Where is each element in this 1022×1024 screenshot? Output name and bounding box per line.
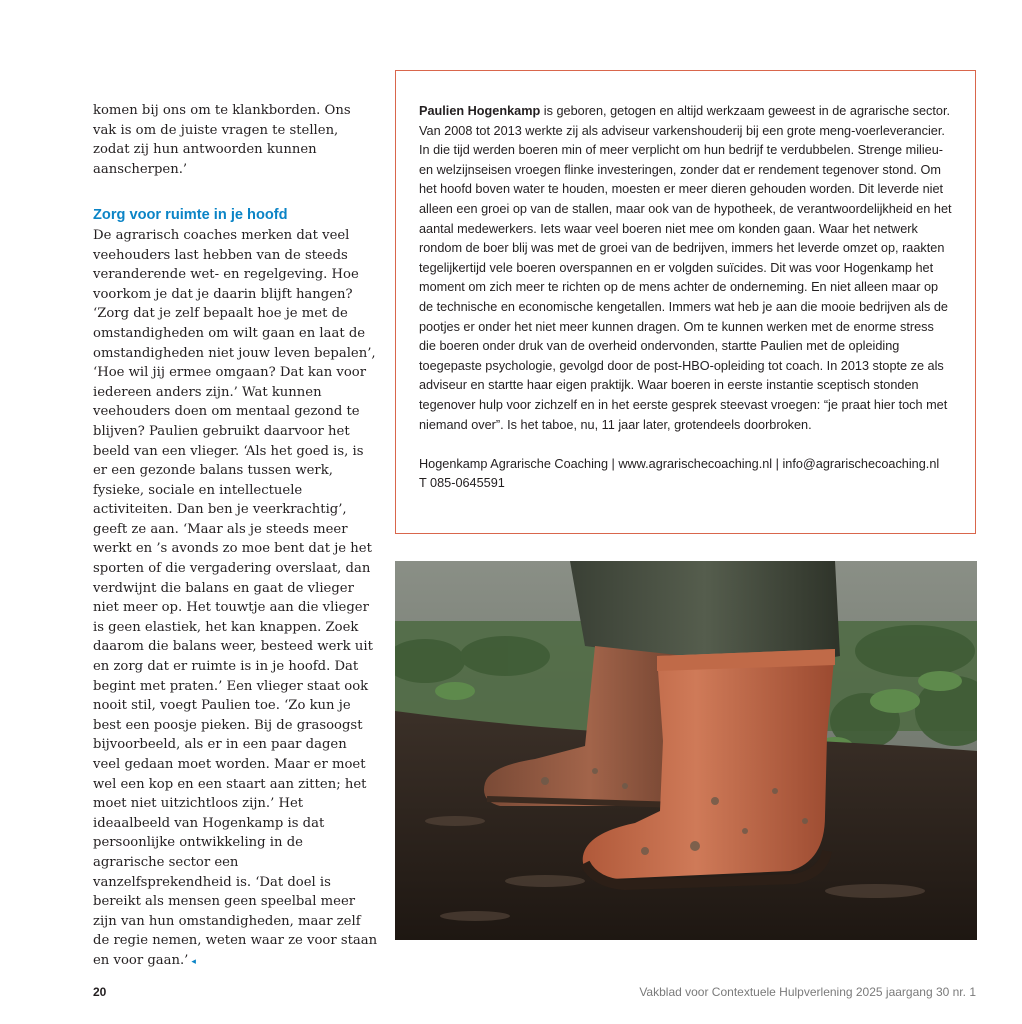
bio-name: Paulien Hogenkamp [419, 104, 541, 118]
end-of-article-icon: ◂ [191, 956, 196, 967]
bio-paragraph [419, 102, 953, 435]
rubber-boots-photo [395, 561, 977, 940]
article-paragraph: komen bij ons om te klankborden. Ons vak is om de juiste vragen te stellen, zodat zij hun antwoorden kunnen aanscherpen.’ [93, 103, 351, 177]
page-number: 20 [93, 985, 107, 999]
rubber-boots-in-field-photo [395, 561, 977, 940]
section-heading: Zorg voor ruimte in je hoofd [93, 207, 288, 224]
article-column [93, 101, 378, 973]
bio-contact-line: Hogenkamp Agrarische Coaching | www.agrarischecoaching.nl | info@agrarischecoaching.nl [419, 456, 940, 471]
bio-phone-line: T 085-0645591 [419, 476, 505, 491]
author-bio-box [395, 70, 976, 534]
bio-text: is geboren, getogen en altijd werkzaam geweest in de agrarische sector. Van 2008 tot 2013 werkte zij als adviseur varkenshouderij bij een grote meng-voerleverancier. In die tijd werden boeren min of meer verplicht om hun bedrijf te verdubbelen. Strenge milieu- en welzijnseisen vroegen flinke investeringen, zonder dat er rendement tegenover stond. Om het hoofd boven water te houden, moesten er meer dieren gehouden worden. Dit leverde niet alleen een groei op van de stallen, maar ook van de hypotheek, de verantwoordelijkheid en het aantal medewerkers. Iets waar veel boeren niet mee om konden gaan. Waar het netwerk rondom de boer blij was met de groei van de bedrijven, immers het leverde omzet op, raakten tegelijkertijd vele boeren overspannen en er volgden suïcides. Dit was voor Hogenkamp het moment om zich meer te richten op de mens achter de onderneming. En niet alleen maar op de technische en economische kengetallen. Immers wat heb je aan die mooie bedrijven als de pootjes er onder het niet meer kunnen dragen. Om te kunnen werken met de enorme stress die boeren onder druk van de overheid ondervonden, startte Paulien met de opleiding toegepaste psychologie, gevolgd door de post-HBO-opleiding tot coach. In 2013 stopte ze als adviseur en startte haar eigen praktijk. Waar boeren in eerste instantie sceptisch stonden tegenover hulp voor zichzelf en in het eerste gesprek steevast vroegen: “je praat hier toch met niemand over”. Is het taboe, nu, 11 jaar later, grotendeels doorbroken. [419, 104, 952, 432]
journal-footer: Vakblad voor Contextuele Hulpverlening 2025 jaargang 30 nr. 1 [639, 985, 976, 999]
article-paragraph-text: De agrarisch coaches merken dat veel veehouders last hebben van de steeds veranderende wet- en regelgeving. Hoe voorkom je dat je daarin blijft hangen? ‘Zorg dat je zelf bepaalt hoe je met de omstandigheden om wilt gaan en laat de omstandigheden niet jouw leven bepalen’, ‘Hoe wil jij ermee omgaan? Dat kan voor iedereen anders zijn.’ Wat kunnen veehouders doen om mentaal gezond te blijven? Paulien gebruikt daarvoor het beeld van een vlieger. ‘Als het goed is, is er een gezonde balans tussen werk, fysieke, sociale en intellectuele activiteiten. Dan ben je veerkrachtig’, geeft ze aan. ‘Maar als je steeds meer werkt en ’s avonds zo moe bent dat je het sporten of die vergadering overslaat, dan verdwijnt die balans en gaat de vlieger niet meer op. Het touwtje aan die vlieger is geen elastiek, het kan knappen. Zoek daarom die balans weer, besteed werk uit en zorg dat er ruimte is in je hoofd. Dat begint met praten.’ Een vlieger staat ook nooit stil, voegt Paulien toe. ‘Zo kun je best een poosje pieken. Bij de grasoogst bijvoorbeeld, als er in een paar dagen veel gedaan moet worden. Maar er moet wel een kop en een staart aan zitten; het moet niet uitzichtloos zijn.’ Het ideaalbeeld van Hogenkamp is dat persoonlijke ontwikkeling in de agrarische sector een vanzelfsprekendheid is. ‘Dat doel is bereikt als mensen geen speelbal meer zijn van hun omstandigheden, maar zelf de regie nemen, weten waar ze voor staan en voor gaan.’ [93, 227, 378, 968]
article-paragraph [93, 226, 378, 973]
